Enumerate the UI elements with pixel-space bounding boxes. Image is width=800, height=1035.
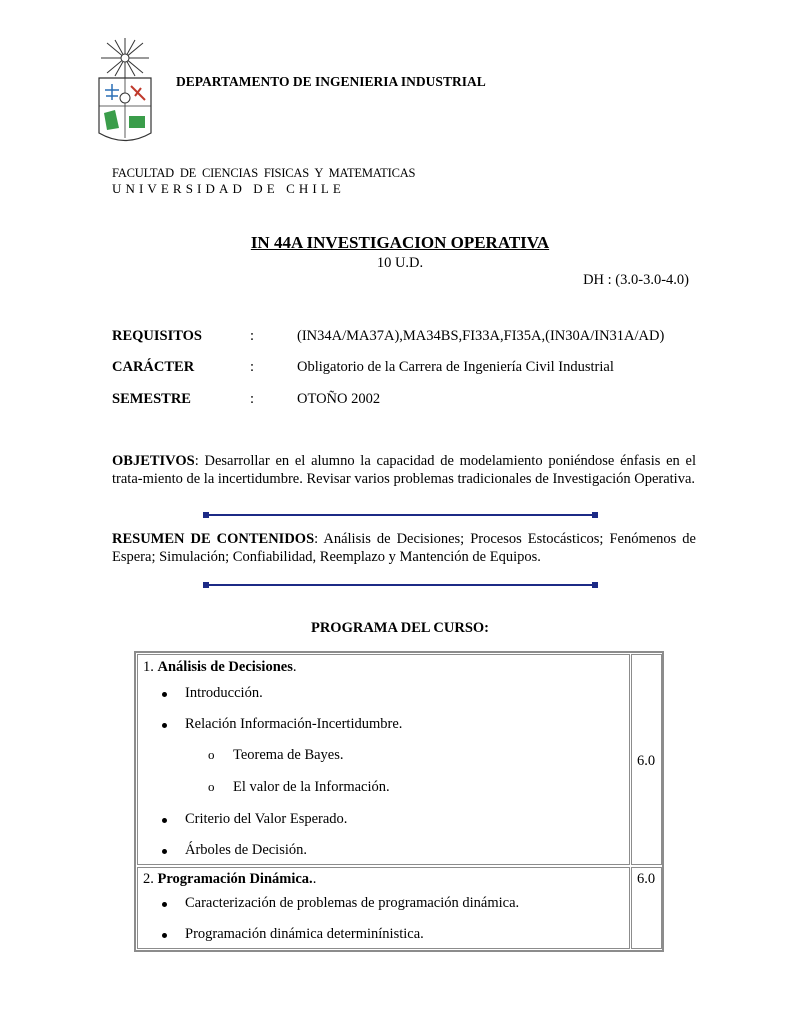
section-divider <box>205 584 596 586</box>
info-colon: : <box>250 328 255 344</box>
section-suffix: . <box>312 871 317 887</box>
course-title: IN 44A INVESTIGACION OPERATIVA <box>250 233 550 252</box>
section-heading <box>143 871 316 888</box>
section-number: 1. <box>143 659 158 675</box>
resumen-label: RESUMEN DE CONTENIDOS <box>112 531 315 547</box>
course-hours-distribution: DH : (3.0-3.0-4.0) <box>583 272 689 288</box>
university-name: UNIVERSIDAD DE CHILE <box>112 181 345 196</box>
info-label: SEMESTRE <box>112 391 191 407</box>
section-hours-cell <box>631 867 662 949</box>
info-colon: : <box>250 391 255 407</box>
section-suffix: . <box>292 659 297 675</box>
info-colon: : <box>250 359 255 375</box>
info-value: Obligatorio de la Carrera de Ingeniería Civil Industrial <box>297 359 614 375</box>
section-title: Análisis de Decisiones <box>157 659 293 675</box>
section-content-cell: 1. Análisis de Decisiones. Introducción. Relación Información-Incertidumbre. o Teorema de Bayes. o El valor de la Información. Criterio del Valor Esperado. Árboles de Decisión. <box>137 654 630 865</box>
section-hours: 6.0 <box>637 753 656 769</box>
course-units: 10 U.D. <box>376 255 424 271</box>
objetivos-label: OBJETIVOS <box>112 453 195 469</box>
info-label: REQUISITOS <box>112 328 202 344</box>
section-content-cell: 2. Programación Dinámica.. Caracterización de problemas de programación dinámica. Programación dinámica determinínistica. <box>137 867 630 949</box>
section-number: 2. <box>143 871 158 887</box>
section-hours: 6.0 <box>637 871 656 887</box>
faculty-name: FACULTAD DE CIENCIAS FISICAS Y MATEMATICAS <box>112 166 416 180</box>
section-heading <box>143 659 296 676</box>
programa-table <box>134 651 664 952</box>
info-label: CARÁCTER <box>112 359 195 375</box>
resumen-text: : Análisis de Decisiones; Procesos Estocásticos; Fenómenos de Espera; Simulación; Confiabilidad, Reemplazo y Mantención de Equipos. <box>112 531 696 565</box>
section-hours-cell <box>631 654 662 865</box>
university-coat-of-arms-icon <box>95 38 155 150</box>
resumen-paragraph <box>112 531 696 566</box>
department-name: DEPARTAMENTO DE INGENIERIA INDUSTRIAL <box>176 74 486 89</box>
programa-heading: PROGRAMA DEL CURSO: <box>310 620 490 636</box>
section-divider <box>205 514 596 516</box>
objetivos-text: : Desarrollar en el alumno la capacidad de modelamiento poniéndose énfasis en el trata-miento de la incertidumbre. Revisar varios problemas tradicionales de Investigación Operativa. <box>112 453 696 487</box>
section-title: Programación Dinámica. <box>157 871 313 887</box>
info-value: (IN34A/MA37A),MA34BS,FI33A,FI35A,(IN30A/IN31A/AD) <box>297 328 665 344</box>
objetivos-paragraph <box>112 453 696 488</box>
info-value: OTOÑO 2002 <box>297 391 381 407</box>
